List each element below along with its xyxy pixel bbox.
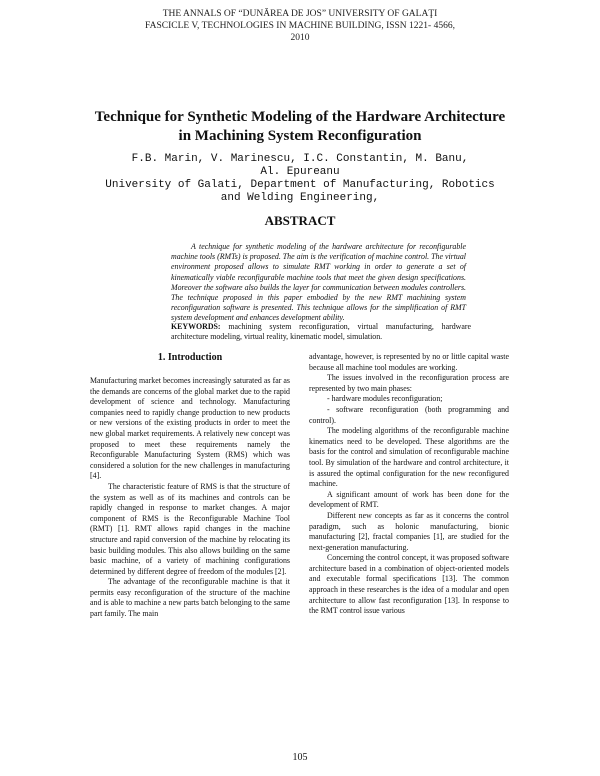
keywords <box>171 322 471 342</box>
paragraph: Concerning the control concept, it was proposed software architecture based in a combination of object-oriented models and executable formal specifications [13]. The common approach in these researches is the idea of a modular and open architecture to allow fast reconfiguration [13]. In response to the RMT control issue various <box>309 553 509 616</box>
left-column <box>90 352 290 620</box>
authors-line-1: F.B. Marin, V. Marinescu, I.C. Constantin, M. Banu, <box>131 153 469 165</box>
keywords-text: machining system reconfiguration, virtual manufacturing, hardware architecture modeling, virtual reality, kinematic model, simulation. <box>171 322 471 341</box>
paragraph: The issues involved in the reconfiguration process are represented by two main phases: <box>309 373 509 393</box>
section-title-introduction: 1. Introduction <box>157 352 223 363</box>
page-number: 105 <box>292 752 308 763</box>
journal-header <box>0 8 600 44</box>
authors-line-2: Al. Epureanu <box>260 166 340 178</box>
header-line-1: THE ANNALS OF “DUNĂREA DE JOS” UNIVERSITY OF GALAŢI <box>162 9 438 19</box>
paragraph: A significant amount of work has been done for the development of RMT. <box>309 489 509 510</box>
paper-title <box>40 108 560 146</box>
header-line-2: FASCICLE V, TECHNOLOGIES IN MACHINE BUILDING, ISSN 1221- 4566, <box>145 21 455 31</box>
right-column <box>309 352 509 617</box>
paragraph: Manufacturing market becomes increasingly saturated as far as the demands are concerns of the global market due to the rapid development of science and technology. Manufacturing companies need to rapidly change production to new products or new versions of the existing products in order to meet the new global market requirements. A relatively new concept was proposed to meet these requirements namely the Reconfigurable Manufacturing System (RMS) which was considered a solution for the new challenges in manufacturing [4]. <box>90 376 290 481</box>
keywords-label: KEYWORDS: <box>171 322 221 331</box>
affiliation-line-2: and Welding Engineering, <box>220 192 380 204</box>
title-line-1: Technique for Synthetic Modeling of the Hardware Architecture <box>94 109 506 125</box>
affiliation <box>40 179 560 205</box>
paragraph: Different new concepts as far as it concerns the control paradigm, such as holonic manufacturing, bionic manufacturing [2], fractal companies [1], are studied for the next-generation manufacturing. <box>309 510 509 552</box>
paragraph: The characteristic feature of RMS is that the structure of the system as well as of its machines and controls can be rapidly changed in response to market changes. A major component of RMS is the Reconfigurable Machine Tool (RMT) [1]. RMT allows rapid changes in the machine structure and rapid conversion of the machine by relocating its basic building modules. This also allows building on the same basic machine, of a variety of machining configurations determined by different degree of freedom of the modules [2]. <box>90 481 290 576</box>
list-item: - software reconfiguration (both programming and control). <box>309 404 509 425</box>
paragraph: The advantage of the reconfigurable machine is that it permits easy reconfiguration of the structure of the machine and is able to machine a new parts batch belonging to the same part family. The main <box>90 577 290 619</box>
paragraph: The modeling algorithms of the reconfigurable machine kinematics need to be developed. These algorithms are the basis for the control and simulation of reconfigurable machine tool. By simulation of the hardware and control architecture, it is assured the optimal configuration for the new reconfigured machine. <box>309 426 509 489</box>
affiliation-line-1: University of Galati, Department of Manufacturing, Robotics <box>105 179 495 191</box>
paragraph: advantage, however, is represented by no or little capital waste because all machine tool modules are working. <box>309 352 509 372</box>
header-line-3: 2010 <box>290 33 310 43</box>
abstract-text: A technique for synthetic modeling of the hardware architecture for reconfigurable machine tools (RMTs) is proposed. The aim is the verification of machine control. The virtual environment proposed allows to simulate RMT working in order to generate a set of kinematically viable reconfigurable machine tools that meet the given design specifications. Moreover the software also builds the layer for communication between modules controllers. The technique proposed in this paper embodied by the new RMT machining system reconfiguration software is presented. This technique allows for the simplification of RMT system development and enhances development ability. <box>171 242 466 323</box>
title-line-2: in Machining System Reconfiguration <box>178 128 422 144</box>
authors <box>60 153 540 179</box>
list-item: - hardware modules reconfiguration; <box>327 394 443 404</box>
abstract-heading: ABSTRACT <box>264 213 336 228</box>
